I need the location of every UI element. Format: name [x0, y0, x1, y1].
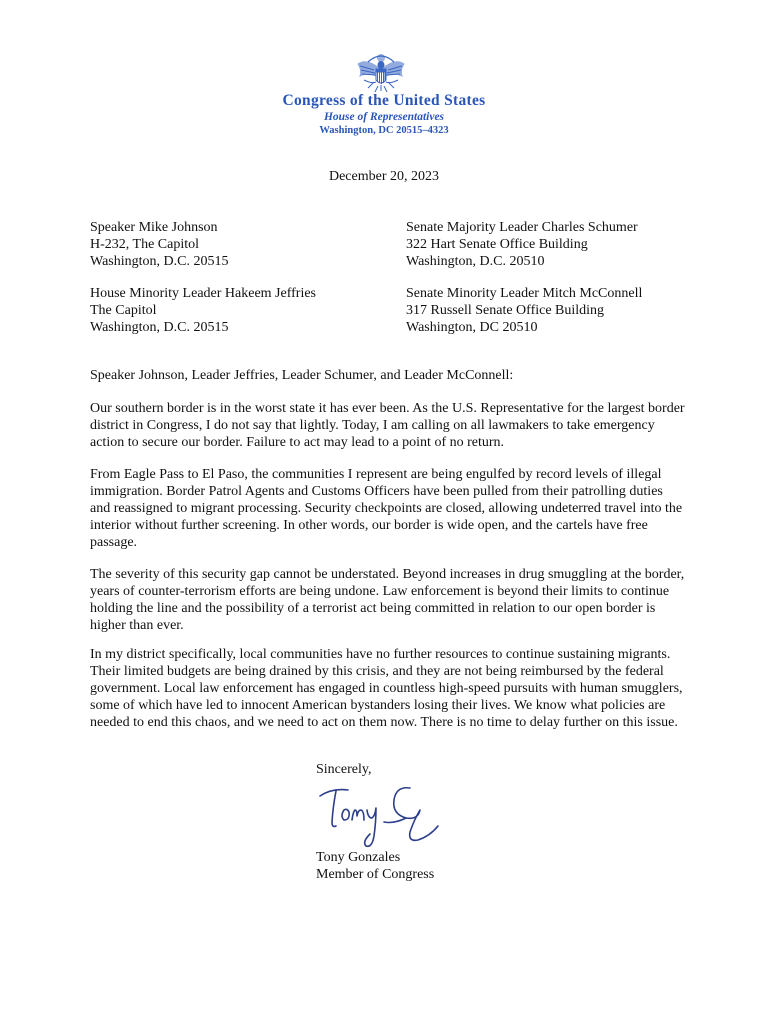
paragraph-line: The severity of this security gap cannot be understated. Beyond increases in drug smuggling at the border,	[90, 567, 685, 582]
body-paragraph-4	[90, 646, 690, 731]
handwritten-signature	[314, 776, 446, 852]
body-paragraph-2	[90, 466, 690, 551]
paragraph-line: government. Local law enforcement has engaged in countless high-speed pursuits with human smugglers,	[90, 681, 683, 696]
body-paragraph-3	[90, 566, 690, 634]
paragraph-line: In my district specifically, local communities have no further resources to continue sustaining migrants.	[90, 647, 671, 662]
letterhead-title: Congress of the United States	[282, 92, 486, 109]
paragraph-line: holding the line and the possibility of a terrorist act being committed in relation to our open border is	[90, 601, 656, 616]
recipient-address-house-minority	[90, 285, 316, 336]
paragraph-line: some of which have led to innocent American bystanders losing their lives. We know what policies are	[90, 698, 666, 713]
address-line: H-232, The Capitol	[90, 237, 200, 252]
paragraph-line: action to secure our border. Failure to act may lead to a point of no return.	[90, 435, 505, 450]
paragraph-line: passage.	[90, 535, 138, 550]
paragraph-line: From Eagle Pass to El Paso, the communities I represent are being engulfed by record levels of illegal	[90, 467, 662, 482]
paragraph-line: higher than ever.	[90, 618, 184, 633]
address-line: Washington, D.C. 20510	[406, 254, 545, 269]
recipient-address-senate-minority	[406, 285, 642, 336]
letterhead-house: House of Representatives	[323, 111, 445, 123]
letterhead-address: Washington, DC 20515–4323	[319, 125, 449, 136]
paragraph-line: Our southern border is in the worst state it has ever been. As the U.S. Representative for the largest border	[90, 401, 685, 416]
address-line: 317 Russell Senate Office Building	[406, 303, 605, 318]
recipient-address-senate-majority	[406, 219, 638, 270]
address-line: Washington, D.C. 20515	[90, 320, 229, 335]
address-line: Senate Minority Leader Mitch McConnell	[406, 286, 643, 301]
address-line: Washington, DC 20510	[406, 320, 538, 335]
paragraph-line: needed to end this chaos, and we need to act on them now. There is no time to delay further on this issue.	[90, 715, 678, 730]
paragraph-line: district in Congress, I do not say that lightly. Today, I am calling on all lawmakers to take emergency	[90, 418, 655, 433]
valediction: Sincerely,	[316, 762, 372, 777]
paragraph-line: Their limited budgets are being drained by this crisis, and they are not being reimbursed by the federal	[90, 664, 664, 679]
address-line: 322 Hart Senate Office Building	[406, 237, 588, 252]
paragraph-line: and reassigned to migrant processing. Security checkpoints are closed, allowing undeterred travel into the	[90, 501, 683, 516]
body-paragraph-1	[90, 400, 690, 451]
address-line: Senate Majority Leader Charles Schumer	[406, 220, 638, 235]
address-line: Washington, D.C. 20515	[90, 254, 229, 269]
letter-date: December 20, 2023	[328, 169, 440, 184]
paragraph-line: immigration. Border Patrol Agents and Customs Officers have been pulled from their patrolling duties	[90, 484, 663, 499]
great-seal-eagle-icon	[354, 50, 408, 96]
address-line: House Minority Leader Hakeem Jeffries	[90, 286, 316, 301]
address-line: Speaker Mike Johnson	[90, 220, 218, 235]
signatory-name: Tony Gonzales	[316, 850, 401, 865]
recipient-address-speaker	[90, 219, 228, 270]
paragraph-line: years of counter-terrorism efforts are being undone. Law enforcement is beyond their limits to continue	[90, 584, 670, 599]
paragraph-line: interior without further screening. In other words, our border is wide open, and the cartels have free	[90, 518, 648, 533]
signatory-title: Member of Congress	[316, 867, 435, 882]
address-line: The Capitol	[90, 303, 157, 318]
salutation: Speaker Johnson, Leader Jeffries, Leader Schumer, and Leader McConnell:	[90, 368, 514, 383]
